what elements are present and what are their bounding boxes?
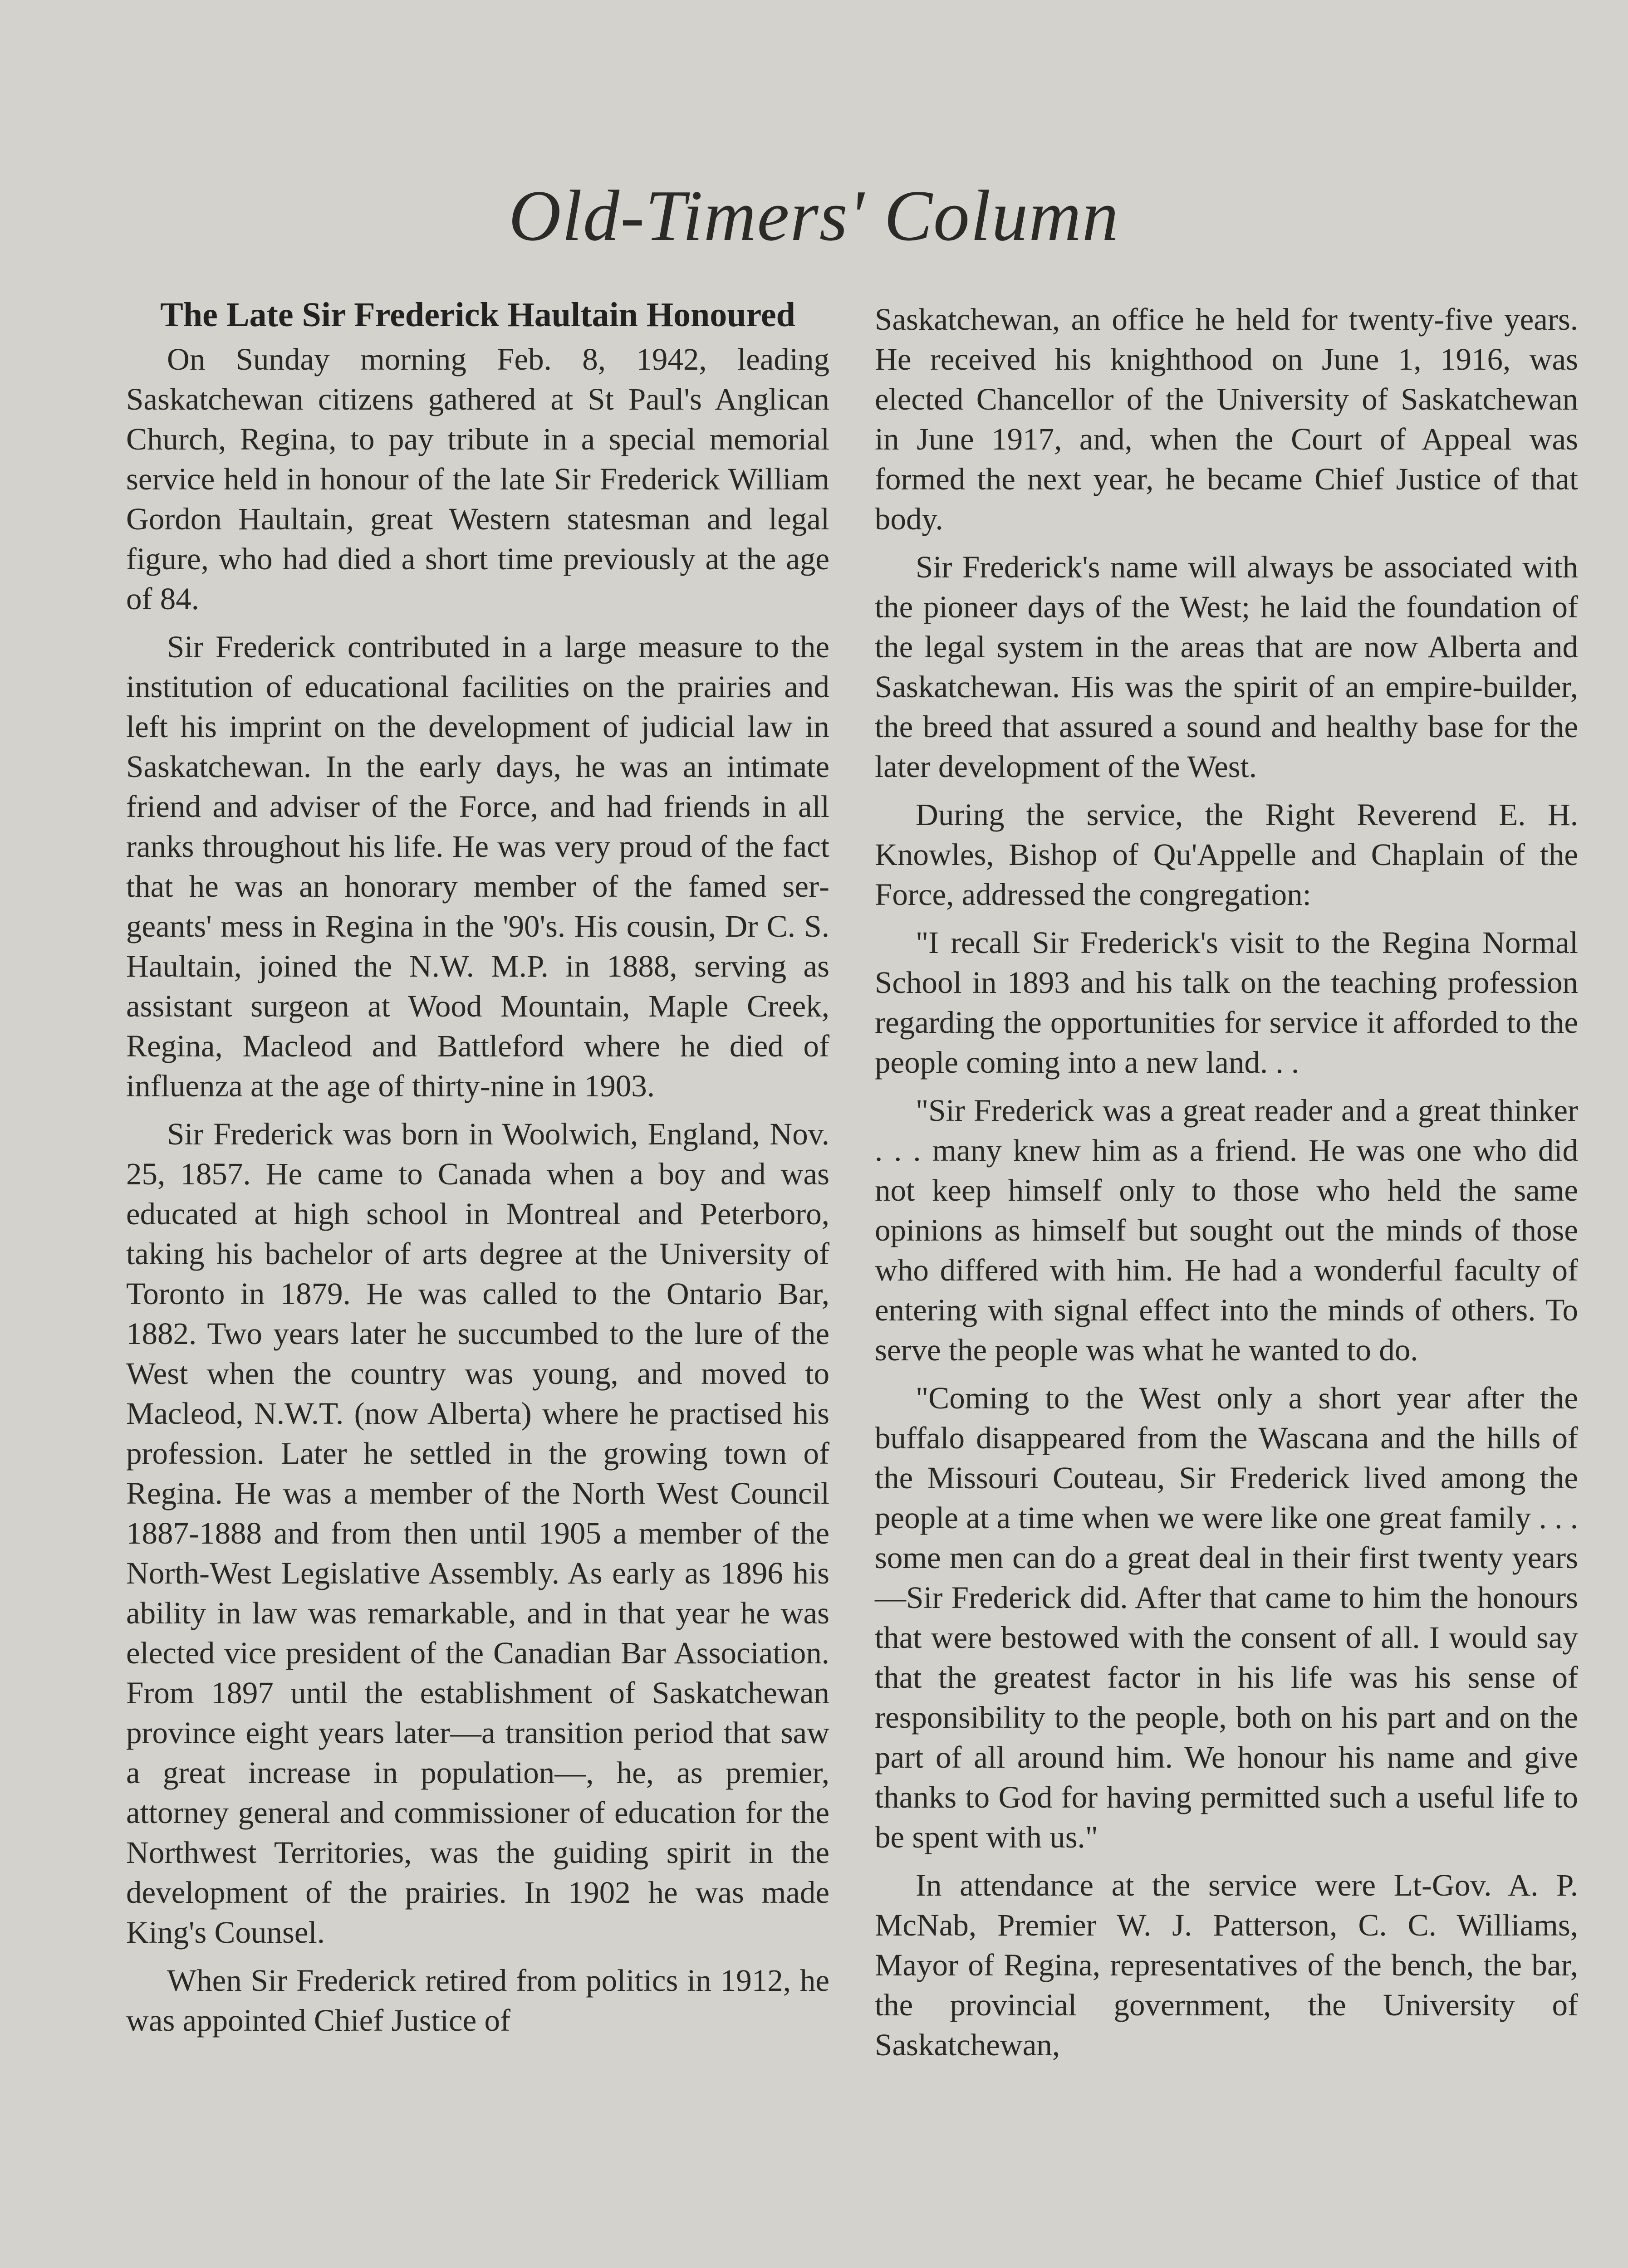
left-column: [126, 295, 829, 2048]
article-paragraph-continued: Saskatchewan, an office he held for twenty-five years. He received his knighthood on June 1, 1916, was elected Chancellor of the University of Saskatchewan in June 1917, and, when the Court of Appeal was formed the next year, he became Chief Justice of that body.: [875, 302, 1578, 536]
article-paragraph: In attendance at the service were Lt-Gov. A. P. McNab, Premier W. J. Patterson, C. C. Williams, Mayor of Regina, representatives of the bench, the bar, the provincial government, the University of Saskatchewan,: [875, 1868, 1578, 2062]
article-paragraph: Sir Frederick contributed in a large measure to the institution of educational facilities on the prairies and left his imprint on the development of judicial law in Saskatchewan. In the early days, he was an intimate friend and adviser of the Force, and had friends in all ranks throughout his life. He was very proud of the fact that he was an honorary member of the famed sergeants' mess in Regina in the '90's. His cousin, Dr C. S. Haultain, joined the N.W. M.P. in 1888, serving as assistant surgeon at Wood Mountain, Maple Creek, Regina, Macleod and Battleford where he died of influenza at the age of thirty-nine in 1903.: [126, 630, 829, 1103]
right-column: [875, 299, 1578, 2073]
article-paragraph: During the service, the Right Reverend E. H. Knowles, Bishop of Qu'Appelle and Chaplain of the Force, addressed the congregation:: [875, 797, 1578, 912]
column-masthead: Old-Timers' Column: [509, 175, 1119, 256]
article-paragraph: "Sir Frederick was a great reader and a great thinker . . . many knew him as a friend. He was one who did not keep himself only to those who held the same opinions as himself but sought out the minds of those who differed with him. He had a wonderful faculty of entering with signal effect into the minds of others. To serve the people was what he wanted to do.: [875, 1093, 1578, 1367]
article-paragraph: On Sunday morning Feb. 8, 1942, leading Saskatchewan citizens gathered at St Paul's Anglican Church, Regina, to pay tribute in a special memorial service held in honour of the late Sir Frederick William Gordon Haultain, great Western statesman and legal figure, who had died a short time previously at the age of 84.: [126, 342, 829, 616]
article-paragraph: "Coming to the West only a short year after the buffalo disappeared from the Wascana and the hills of the Missouri Couteau, Sir Frederick lived among the people at a time when we were like one great family . . . some men can do a great deal in their first twenty years—Sir Frederick did. After that came to him the honours that were bestowed with the consent of all. I would say that the greatest factor in his life was his sense of responsibility to the people, both on his part and on the part of all around him. We honour his name and give thanks to God for having permitted such a useful life to be spent with us.": [875, 1381, 1578, 1854]
article-paragraph: "I recall Sir Frederick's visit to the Regina Normal School in 1893 and his talk on the teaching profession regarding the opportunities for service it afforded to the people coming into a new land. . .: [875, 925, 1578, 1080]
article-paragraph: Sir Frederick was born in Woolwich, England, Nov. 25, 1857. He came to Canada when a boy and was educated at high school in Montreal and Peterboro, taking his bachelor of arts degree at the University of Toronto in 1879. He was called to the Ontario Bar, 1882. Two years later he succumbed to the lure of the West when the country was young, and moved to Macleod, N.W.T. (now Alberta) where he practised his profession. Later he settled in the growing town of Regina. He was a member of the North West Council 1887-1888 and from then until 1905 a member of the North-West Legislative Assembly. As early as 1896 his ability in law was remarkable, and in that year he was elected vice president of the Canadian Bar Association. From 1897 until the establishment of Saskatchewan province eight years later—a transition period that saw a great increase in population—, he, as premier, attorney general and commissioner of education for the Northwest Territories, was the guiding spirit in the development of the prairies. In 1902 he was made King's Counsel.: [126, 1117, 829, 1950]
article-paragraph: Sir Frederick's name will always be associated with the pioneer days of the West; he laid the foundation of the legal system in the areas that are now Alberta and Saskatchewan. His was the spirit of an empire-builder, the breed that assured a sound and healthy base for the later development of the West.: [875, 550, 1578, 784]
article-paragraph: When Sir Frederick retired from politics in 1912, he was appointed Chief Justice of: [126, 1963, 829, 2038]
article-headline: The Late Sir Frederick Haultain Honoured: [160, 296, 795, 334]
